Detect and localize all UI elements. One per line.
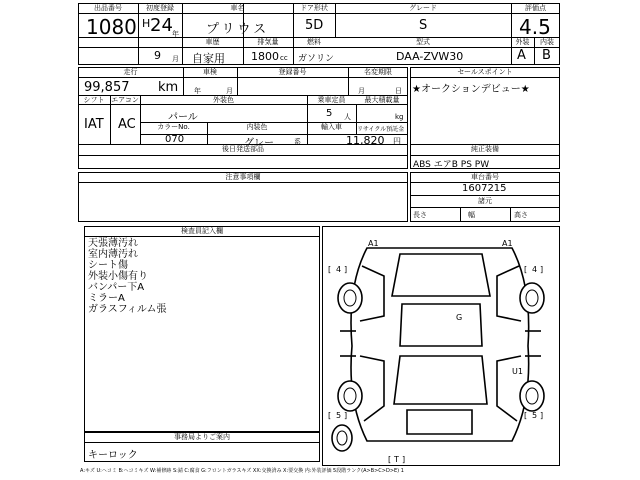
interior-color: グレー: [244, 138, 274, 149]
month-unit: 月: [172, 55, 179, 63]
svg-text:[: [: [388, 455, 392, 464]
interior-color-suffix: 系: [294, 138, 301, 146]
recycle-label: リサイクル預託金: [357, 126, 405, 133]
lot-no: 1080: [86, 15, 137, 39]
import-label: 輸入車: [321, 123, 342, 131]
color-no: 070: [165, 134, 185, 145]
mark-front-right: A1: [502, 239, 513, 248]
color-label: 外装色: [213, 96, 234, 104]
car-name-label: 車名: [230, 4, 245, 12]
wheel-front-right: [520, 283, 544, 313]
grade: S: [419, 18, 428, 33]
shift-label: シフト: [83, 96, 105, 104]
office-note: キーロック: [88, 450, 138, 461]
first-reg-label: 初度登録: [146, 4, 174, 12]
first-reg-year: 24: [150, 15, 173, 36]
recycle-fee: 11,820: [346, 134, 385, 147]
model: DAA-ZVW30: [396, 50, 464, 63]
lot-no-label: 出品番号: [94, 4, 122, 12]
mark-left-front-wheel: 4: [336, 265, 342, 274]
grade-label: グレード: [409, 4, 437, 12]
mark-trunk: T: [394, 455, 399, 464]
color-no-label: カラーNo.: [157, 123, 190, 131]
svg-text:]: ]: [540, 265, 544, 274]
mark-front-left: A1: [368, 239, 379, 248]
wheel-rear-right: [520, 381, 544, 411]
displacement-unit: cc: [280, 54, 288, 62]
max-load-unit: kg: [395, 113, 404, 121]
wheel-front-left: [338, 283, 362, 313]
svg-text:]: ]: [344, 411, 348, 420]
width-label: 幅: [468, 211, 475, 219]
recycle-unit: 円: [393, 137, 401, 146]
svg-text:]: ]: [402, 455, 406, 464]
svg-text:[: [: [328, 265, 332, 274]
aircon: AC: [118, 117, 136, 132]
mark-windshield: G: [456, 313, 463, 322]
model-label: 型式: [416, 38, 430, 46]
wheel-rear-left: [338, 381, 362, 411]
post-delivery-label: 後日発送部品: [222, 145, 264, 153]
sales-point-label: セールスポイント: [457, 68, 513, 76]
inspector-note: シート傷: [88, 260, 128, 271]
era: H: [142, 17, 151, 30]
exterior-grade: A: [517, 48, 526, 63]
mileage-unit: km: [158, 80, 179, 95]
damage-legend: A:キズ U:ヘコミ B:ヘコミキズ W:補修跡 S:錆 C:腐食 G:フロントガラスキズ XX:交換済み X:要交換 内:外装評価 5段階ランク(A>B>C>D>E) 1: [80, 468, 404, 474]
shift: IAT: [84, 117, 104, 132]
inspection-month-unit: 月: [226, 87, 233, 95]
mileage: 99,857: [84, 80, 130, 95]
color: パール: [168, 112, 198, 123]
aircon-label: エアコン: [111, 96, 139, 104]
dimensions-label: 諸元: [478, 197, 492, 205]
inspector-note: 天張薄汚れ: [88, 238, 138, 249]
interior-label: 内装: [540, 38, 554, 46]
capacity: 5: [326, 108, 333, 119]
name-change-month-unit: 月: [358, 87, 365, 95]
score-label: 評価点: [525, 4, 546, 12]
name-change-label: 名変期限: [364, 68, 392, 76]
mark-left-rear-wheel: 5: [336, 411, 342, 420]
max-load-label: 最大積載量: [364, 96, 400, 104]
length-label: 長さ: [413, 211, 427, 219]
svg-text:]: ]: [540, 411, 544, 420]
mark-right-rear: U1: [512, 367, 523, 376]
svg-text:[: [: [524, 411, 528, 420]
svg-text:[: [: [328, 411, 332, 420]
sales-point: ★オークションデビュー★: [412, 84, 530, 95]
capacity-unit: 人: [344, 113, 351, 121]
inspector-label: 検査員記入欄: [181, 227, 223, 235]
displacement-label: 排気量: [257, 38, 279, 46]
first-reg-month: 9: [154, 49, 161, 62]
inspector-note: ガラスフィルム張: [88, 304, 167, 315]
interior-grade: B: [542, 48, 551, 63]
genuine-equipment-label: 純正装備: [471, 145, 499, 153]
exterior-label: 外装: [515, 38, 530, 46]
chassis-no: 1607215: [462, 183, 507, 194]
mark-right-front-wheel: 4: [532, 265, 538, 274]
height-label: 高さ: [514, 211, 528, 219]
fuel-label: 燃料: [307, 38, 321, 46]
inspection-label: 車検: [203, 68, 217, 76]
usage-label: 車歴: [205, 38, 220, 46]
spare-wheel: [332, 425, 352, 451]
door-label: ドア形状: [300, 4, 328, 12]
car-diagram: [322, 226, 560, 466]
caution-label: 注意事項欄: [225, 173, 261, 181]
svg-text:[: [: [524, 265, 528, 274]
capacity-label: 乗車定員: [317, 96, 346, 104]
svg-text:]: ]: [344, 265, 348, 274]
inspector-note: 外装小傷有り: [88, 271, 148, 282]
displacement: 1800: [251, 50, 279, 63]
inspector-note: ミラーA: [88, 293, 125, 304]
car-name: プリウス: [206, 22, 270, 37]
interior-color-label: 内装色: [246, 123, 268, 131]
name-change-day-unit: 日: [395, 87, 402, 95]
fuel: ガソリン: [298, 54, 335, 64]
registration-label: 登録番号: [278, 68, 307, 76]
inspector-note: バンパー下A: [88, 282, 145, 293]
chassis-no-label: 車台番号: [471, 173, 499, 181]
usage: 自家用: [192, 52, 225, 65]
door-type: 5D: [305, 18, 324, 33]
inspector-note: 室内薄汚れ: [88, 249, 138, 260]
genuine-equipment: ABS エアB PS PW: [413, 160, 490, 170]
office-label: 事務局よりご案内: [174, 433, 230, 441]
mileage-label: 走行: [123, 68, 138, 76]
mark-right-rear-wheel: 5: [532, 411, 538, 420]
year-unit: 年: [172, 30, 179, 38]
score: 4.5: [519, 15, 551, 39]
inspection-year-unit: 年: [194, 87, 201, 95]
